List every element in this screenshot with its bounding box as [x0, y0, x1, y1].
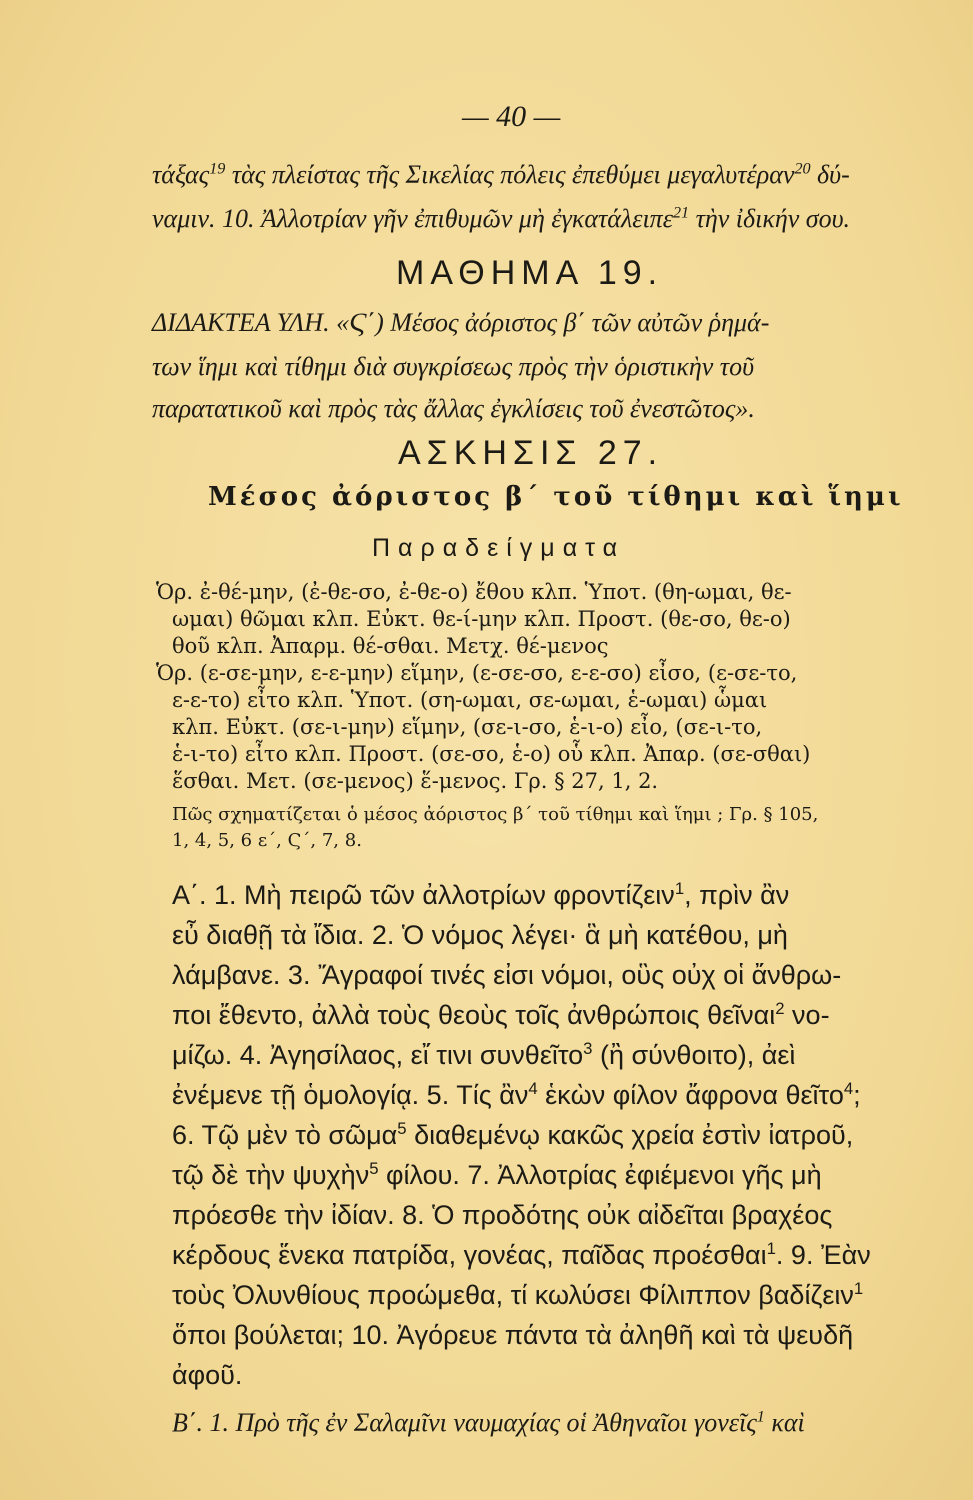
- text-line: τάξας$^{19}$ τὰς πλείστας τῆς Σικελίας πόλεις ἐπεθύμει μεγαλυτέραν$^{20}$ δύ-: [152, 160, 850, 189]
- section-a-line: μίζω. 4. Ἀγησίλαος, εἴ τινι συνθεῖτο$^3$ (ἢ σύνθοιτο), ἀεὶ: [172, 1039, 796, 1070]
- section-a-line: λάμβανε. 3. Ἄγραφοί τινές εἰσι νόμοι, οὓς οὐχ οἱ ἄνθρω-: [172, 960, 842, 990]
- text-line: ναμιν. 10. Ἀλλοτρίαν γῆν ἐπιθυμῶν μὴ ἐγκατάλειπε$^{21}$ τὴν ἰδικήν σου.: [152, 204, 851, 233]
- exercise-subtitle: Μέσος ἀόριστος β΄ τοῦ τίθημι καὶ ἵημι: [208, 482, 904, 512]
- question-line: 1, 4, 5, 6 ε΄, Ϛ΄, 7, 8.: [172, 830, 362, 851]
- section-a-line: ἐνέμενε τῇ ὁμολογίᾳ. 5. Τίς ἂν$^4$ ἑκὼν φίλον ἄφρονα θεῖτο$^4$;: [172, 1079, 861, 1110]
- paradigm-line: ωμαι) θῶμαι κλπ. Εὐκτ. θε-ί-μην κλπ. Προστ. (θε-σο, θε-ο): [172, 607, 791, 631]
- section-a-line: Α΄. 1. Μὴ πειρῶ τῶν ἀλλοτρίων φροντίζειν$^1$, πρὶν ἂν: [172, 879, 790, 910]
- section-a-line: εὖ διαθῇ τὰ ἴδια. 2. Ὁ νόμος λέγει· ἃ μὴ κατέθου, μὴ: [172, 920, 788, 950]
- paradigm-line: Ὁρ. ἐ-θέ-μην, (ἐ-θε-σο, ἐ-θε-ο) ἔθου κλπ. Ὑποτ. (θη-ωμαι, θε-: [156, 580, 792, 604]
- syllabus-line: των ἵημι καὶ τίθημι διὰ συγκρίσεως πρὸς τὴν ὁριστικὴν τοῦ: [152, 352, 755, 381]
- question-line: Πῶς σχηματίζεται ὁ μέσος ἀόριστος β΄ τοῦ τίθημι καὶ ἵημι ; Γρ. § 105,: [172, 804, 819, 825]
- section-a-line: κέρδους ἕνεκα πατρίδα, γονέας, παῖδας προέσθαι$^1$. 9. Ἐὰν: [172, 1239, 871, 1270]
- syllabus-line: ΔΙΔΑΚΤΕΑ ΥΛΗ. «Ϛ΄) Μέσος ἀόριστος β΄ τῶν αὐτῶν ῥημά-: [152, 308, 770, 337]
- section-a-line: τῷ δὲ τὴν ψυχὴν$^5$ φίλου. 7. Ἀλλοτρίας ἐφιέμενοι γῆς μὴ: [172, 1159, 822, 1190]
- section-a-line: τοὺς Ὀλυνθίους προώμεθα, τί κωλύσει Φίλιππον βαδίζειν$^1$: [172, 1279, 864, 1310]
- paradigm-line: ἕσθαι. Μετ. (σε-μενος) ἕ-μενος. Γρ. § 27, 1, 2.: [172, 769, 659, 793]
- section-a-line: ὅποι βούλεται; 10. Ἀγόρευε πάντα τὰ ἀληθῆ καὶ τὰ ψευδῆ: [172, 1320, 854, 1350]
- section-b-line: Β΄. 1. Πρὸ τῆς ἐν Σαλαμῖνι ναυμαχίας οἱ Ἀθηναῖοι γονεῖς$^1$ καὶ: [172, 1408, 805, 1437]
- section-a-line: 6. Τῷ μὲν τὸ σῶμα$^5$ διαθεμένῳ κακῶς χρεία ἐστὶν ἰατροῦ,: [172, 1119, 854, 1150]
- lesson-title: ΜΑΘΗΜΑ 19.: [396, 254, 664, 292]
- section-a-line: ποι ἔθεντο, ἀλλὰ τοὺς θεοὺς τοῖς ἀνθρώποις θεῖναι$^2$ νο-: [172, 999, 830, 1030]
- section-a-line: πρόεσθε τὴν ἰδίαν. 8. Ὁ προδότης οὐκ αἰδεῖται βραχέος: [172, 1200, 833, 1230]
- examples-heading: Παραδείγματα: [372, 534, 626, 562]
- syllabus-line: παρατατικοῦ καὶ πρὸς τὰς ἄλλας ἐγκλίσεις τοῦ ἐνεστῶτος».: [152, 394, 755, 423]
- paradigm-line: κλπ. Εὐκτ. (σε-ι-μην) εἵμην, (σε-ι-σο, ἑ-ι-ο) εἶο, (σε-ι-το,: [172, 715, 763, 739]
- paradigm-line: θοῦ κλπ. Ἀπαρμ. θέ-σθαι. Μετχ. θέ-μενος: [172, 634, 609, 658]
- section-a-line: ἀφοῦ.: [172, 1360, 243, 1390]
- page-number: — 40 —: [462, 100, 561, 133]
- paradigm-line: ε-ε-το) εἶτο κλπ. Ὑποτ. (ση-ωμαι, σε-ωμαι, ἑ-ωμαι) ὧμαι: [172, 688, 768, 712]
- paradigm-line: Ὁρ. (ε-σε-μην, ε-ε-μην) εἵμην, (ε-σε-σο, ε-ε-σο) εἶσο, (ε-σε-το,: [156, 661, 798, 685]
- exercise-title: ΑΣΚΗΣΙΣ 27.: [398, 434, 664, 472]
- paradigm-line: ἑ-ι-το) εἶτο κλπ. Προστ. (σε-σο, ἑ-ο) οὗ κλπ. Ἀπαρ. (σε-σθαι): [172, 742, 811, 766]
